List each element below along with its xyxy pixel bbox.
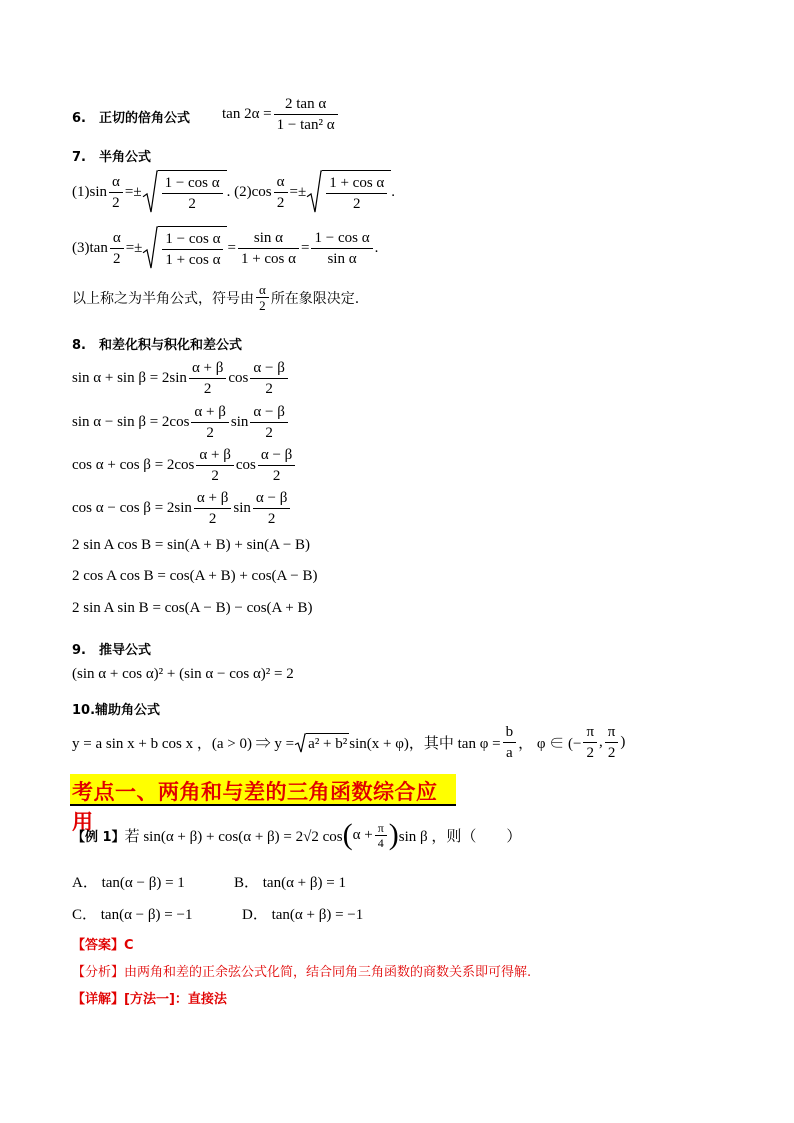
fraction-denominator: 2 — [267, 511, 276, 527]
fraction-denominator: 2 — [259, 298, 266, 313]
sum-to-product-formula-2 — [72, 402, 290, 443]
question-text: sin β ，则（ ） — [398, 828, 522, 845]
option-d[interactable]: D． tan(α + β) = −1 — [242, 907, 364, 923]
formula-text: y = a sin x + b cos x ，(a > 0) ⇒ y = — [72, 736, 295, 752]
fraction-denominator: 2 — [188, 196, 196, 212]
fraction-numerator: α − β — [258, 445, 295, 466]
fraction-numerator: π — [605, 722, 619, 743]
tan-double-angle-formula — [222, 94, 340, 135]
formula-text: sin α + sin β = 2sin — [72, 370, 187, 386]
fraction-numerator: π — [583, 722, 597, 743]
sum-to-product-formula-3 — [72, 445, 297, 486]
formula-text: cos α + cos β = 2cos — [72, 457, 195, 473]
formula-text: sin — [230, 414, 249, 430]
formula-text: . (2)cos — [226, 183, 272, 200]
example-question: 【例 1】 若 sin(α + β) + cos(α + β) = 2√2 cos ( α + $\frac{\pi}{4}$ ) sin β ，则（ ） — [72, 818, 522, 851]
fraction-numerator: α — [110, 228, 124, 249]
fraction-denominator: 2 — [276, 194, 285, 211]
section-heading: 6. 正切的倍角公式 — [72, 111, 190, 126]
example-label: 【例 1】 — [72, 829, 125, 845]
topic-banner-title: 考点一、两角和与差的三角函数综合应用 — [72, 780, 438, 834]
fraction-denominator: 2 — [607, 745, 616, 761]
formula-text: (1)sin — [72, 183, 107, 200]
formula-text: =± — [124, 183, 142, 200]
fraction-denominator: sin α — [327, 250, 357, 267]
fraction-denominator: 2 — [203, 381, 212, 397]
option-a[interactable]: A． tan(α − β) = 1 — [72, 875, 185, 891]
sum-to-product-formula-4 — [72, 488, 292, 529]
half-angle-tan-formula: (3)tan $\frac{\alpha}{2}$ =± $\frac{\text{1 − cos α}}{\text{1 + cos α}}$ = $\frac{\text{sin α}}{\text{1 + cos α}}$ = $\frac{\text{1 − cos α}}{\text{sin α}}$ . — [72, 226, 378, 270]
formula-text: sin — [233, 500, 251, 516]
section-heading: 10.辅助角公式 — [72, 703, 161, 718]
formula-lhs: tan 2α = — [222, 106, 272, 122]
formula-text: , — [599, 734, 603, 750]
analysis-tag: 【分析】 — [72, 965, 125, 980]
fraction-numerator: 2 tan α — [274, 94, 338, 115]
formula-text: =± — [125, 239, 143, 256]
section-heading: 7. 半角公式 — [72, 150, 151, 165]
fraction-denominator: 2 — [206, 425, 214, 441]
half-angle-sin-cos-formula: (1)sin $\frac{\alpha}{2}$ =± $\frac{\text{1 − cos α}}{2}$ . (2)cos $\frac{\alpha}{2}$ =± $\frac{\text{1 + cos α}}{2}$ . — [72, 170, 395, 214]
fraction-denominator: 4 — [377, 835, 384, 850]
section-heading: 9. 推导公式 — [72, 643, 151, 658]
product-to-sum-formula-1: 2 sin A cos B = sin(A + B) + sin(A − B) — [72, 537, 311, 553]
fraction-numerator: α + β — [194, 488, 231, 509]
question-text: α + — [352, 826, 373, 843]
fraction-numerator: 1 − cos α — [162, 173, 223, 194]
fraction-numerator: α — [274, 172, 288, 193]
fraction-numerator: α − β — [250, 402, 287, 423]
formula-text: (3)tan — [72, 239, 108, 256]
sqrt-radical — [142, 170, 227, 214]
fraction-denominator: 2 — [112, 194, 120, 211]
formula-text: =± — [289, 183, 307, 200]
fraction-denominator: 1 − tan² α — [276, 117, 335, 133]
note-text: 以上称之为半角公式，符号由 — [72, 290, 254, 307]
fraction-numerator: sin α — [238, 228, 299, 249]
section-heading: 8. 和差化积与积化和差公式 — [72, 338, 242, 353]
sqrt-radical — [294, 733, 349, 753]
option-b[interactable]: B． tan(α + β) = 1 — [234, 875, 346, 891]
fraction-numerator: α + β — [191, 402, 228, 423]
detail-tag: 【详解】 — [72, 992, 125, 1007]
auxiliary-angle-formula — [72, 722, 625, 763]
formula-text: sin α − sin β = 2cos — [72, 414, 190, 430]
half-angle-note — [72, 282, 359, 313]
fraction-numerator: π — [375, 821, 387, 836]
fraction-denominator: 2 — [586, 745, 594, 761]
analysis-line — [72, 961, 531, 980]
fraction-denominator: 2 — [265, 381, 273, 397]
option-c[interactable]: C． tan(α − β) = −1 — [72, 907, 193, 923]
question-text: 若 sin(α + β) + cos(α + β) = 2√2 cos — [124, 828, 343, 845]
fraction-numerator: 1 − cos α — [311, 228, 372, 249]
product-to-sum-formula-2: 2 cos A cos B = cos(A + B) + cos(A − B) — [72, 568, 318, 584]
analysis-text: 由两角和差的正余弦公式化简，结合同角三角函数的商数关系即可得解. — [124, 965, 532, 980]
answer-tag: 【答案】 — [72, 938, 125, 953]
fraction-numerator: α — [109, 172, 123, 193]
fraction-numerator: b — [503, 722, 517, 743]
formula-text: ， φ ∈ (− — [518, 736, 582, 752]
formula-text: cos α − cos β = 2sin — [72, 500, 192, 516]
fraction-denominator: 2 — [272, 468, 281, 484]
topic-banner — [70, 774, 456, 834]
detail-line — [72, 988, 227, 1007]
fraction-denominator: 2 — [208, 511, 217, 527]
formula-text: ) — [620, 734, 626, 750]
note-text: 所在象限决定. — [270, 290, 360, 307]
fraction-numerator: 1 + cos α — [326, 173, 387, 194]
fraction-numerator: α + β — [189, 358, 226, 379]
derived-formula: (sin α + cos α)² + (sin α − cos α)² = 2 — [72, 666, 294, 682]
sqrt-radical — [306, 170, 391, 214]
fraction-numerator: 1 − cos α — [162, 229, 223, 250]
answer-value: C — [124, 938, 134, 953]
fraction-denominator: a — [506, 745, 513, 761]
fraction-numerator: α − β — [250, 358, 287, 379]
formula-text: sin(x + φ)，其中 tan φ = — [349, 736, 501, 752]
fraction-numerator: α − β — [253, 488, 290, 509]
formula-text: cos — [235, 457, 256, 473]
fraction-denominator: 1 + cos α — [240, 250, 297, 267]
radicand: a² + b² — [306, 733, 349, 753]
sum-to-product-formula-1 — [72, 358, 290, 399]
formula-text: cos — [228, 370, 249, 386]
fraction-numerator: α — [256, 282, 269, 298]
detail-method: [方法一]：直接法 — [124, 992, 227, 1007]
fraction-denominator: 1 + cos α — [165, 252, 221, 268]
fraction-denominator: 2 — [265, 425, 273, 441]
sqrt-radical — [142, 226, 227, 270]
fraction-denominator: 2 — [352, 196, 361, 212]
fraction-denominator: 2 — [211, 468, 219, 484]
product-to-sum-formula-3: 2 sin A sin B = cos(A − B) − cos(A + B) — [72, 600, 313, 616]
fraction-denominator: 2 — [113, 250, 121, 267]
answer-line — [72, 934, 134, 953]
fraction-numerator: α + β — [196, 445, 233, 466]
